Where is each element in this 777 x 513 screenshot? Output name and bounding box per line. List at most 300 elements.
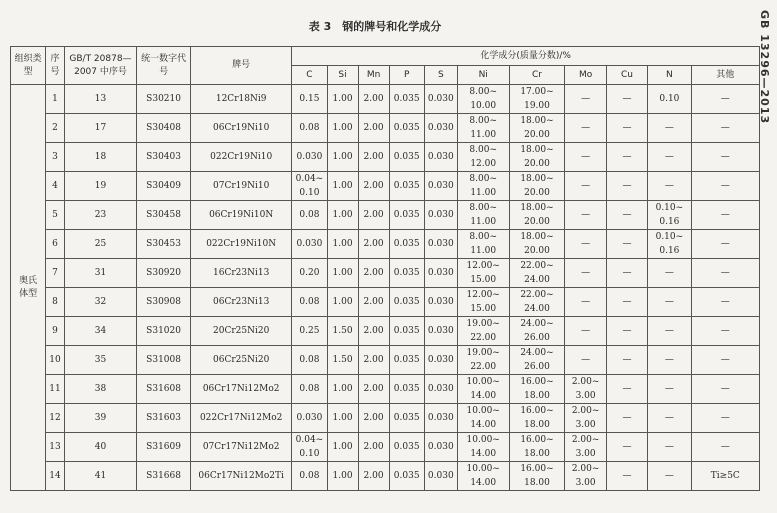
range-part: 17.00~ [520,87,554,97]
element-cell-mo: — [565,346,606,375]
header-chem: 化学成分(质量分数)/% [292,47,760,66]
gbt-seq-cell: 19 [64,172,136,201]
range-part: 0.10~ [655,203,684,213]
element-cell-cu: — [606,259,647,288]
element-cell-cr [509,143,565,172]
element-cell-n: — [648,346,691,375]
element-cell-si: 1.00 [327,143,358,172]
range-part: 20.00 [524,188,550,198]
element-cell-mo [565,375,606,404]
range-part: 10.00~ [466,464,500,474]
element-cell-ni [457,375,509,404]
range-part: 0.10 [299,188,320,198]
element-cell-p: 0.035 [389,375,424,404]
element-cell-p: 0.035 [389,114,424,143]
element-cell-p: 0.035 [389,433,424,462]
grade-cell: 06Cr17Ni12Mo2Ti [190,462,291,491]
seq-cell: 2 [46,114,65,143]
seq-cell: 14 [46,462,65,491]
range-part: 16.00~ [520,435,554,445]
element-cell-p: 0.035 [389,259,424,288]
grade-cell: 16Cr23Ni13 [190,259,291,288]
element-cell-ni [457,433,509,462]
gbt-seq-cell: 40 [64,433,136,462]
header-element: Mn [358,66,389,85]
table-row [11,230,760,259]
element-cell-mo [565,462,606,491]
range-part: 12.00~ [466,290,500,300]
element-cell-cr [509,114,565,143]
element-cell-ni [457,172,509,201]
element-cell-s: 0.030 [424,230,457,259]
unified-code-cell: S30403 [137,143,191,172]
seq-cell: 3 [46,143,65,172]
element-cell-p: 0.035 [389,172,424,201]
range-part: 11.00 [470,130,497,140]
gbt-seq-cell: 34 [64,317,136,346]
element-cell-ni [457,317,509,346]
range-part: 24.00 [524,275,550,285]
element-cell-mn: 2.00 [358,172,389,201]
range-part: 12.00 [470,159,497,169]
element-cell-other: — [691,143,759,172]
unified-code-cell: S30908 [137,288,191,317]
element-cell-cu: — [606,201,647,230]
element-cell-si: 1.00 [327,375,358,404]
range-part: 15.00 [470,304,497,314]
element-cell-cr [509,462,565,491]
gbt-seq-cell: 38 [64,375,136,404]
element-cell-n: — [648,375,691,404]
range-part: 8.00~ [469,145,497,155]
element-cell-si: 1.00 [327,114,358,143]
range-part: 14.00 [470,478,497,488]
element-cell-si: 1.00 [327,85,358,114]
element-cell-mn: 2.00 [358,143,389,172]
range-part: 18.00~ [520,116,554,126]
element-cell-mo: — [565,85,606,114]
element-cell-other: — [691,114,759,143]
gbt-seq-cell: 31 [64,259,136,288]
element-cell-cr [509,288,565,317]
header-seq: 序号 [46,47,65,85]
element-cell-si: 1.00 [327,172,358,201]
unified-code-cell: S30409 [137,172,191,201]
range-part: 19.00 [524,101,550,111]
element-cell-other: — [691,317,759,346]
element-cell-cr [509,404,565,433]
range-part: 18.00~ [520,203,554,213]
range-part: 22.00~ [520,290,554,300]
header-element: Ni [457,66,509,85]
range-part: 24.00~ [520,348,554,358]
header-element: Cu [606,66,647,85]
element-cell-s: 0.030 [424,259,457,288]
element-cell-other: — [691,346,759,375]
element-cell-si: 1.00 [327,404,358,433]
seq-cell: 12 [46,404,65,433]
element-cell-mn: 2.00 [358,288,389,317]
range-part: 3.00 [575,478,596,488]
element-cell-si: 1.00 [327,288,358,317]
element-cell-c: 0.08 [292,346,327,375]
range-part: 14.00 [470,449,497,459]
table-row [11,172,760,201]
element-cell-mn: 2.00 [358,201,389,230]
element-cell-p: 0.035 [389,317,424,346]
element-cell-cu: — [606,462,647,491]
element-cell-mo: — [565,317,606,346]
seq-cell: 11 [46,375,65,404]
gbt-seq-cell: 13 [64,85,136,114]
grade-cell: 06Cr17Ni12Mo2 [190,375,291,404]
grade-cell: 022Cr19Ni10 [190,143,291,172]
header-element: Si [327,66,358,85]
element-cell-cu: — [606,317,647,346]
element-cell-p: 0.035 [389,404,424,433]
element-cell-mn: 2.00 [358,85,389,114]
element-cell-p: 0.035 [389,143,424,172]
range-part: 19.00~ [466,348,500,358]
element-cell-mo: — [565,230,606,259]
range-part: 18.00 [524,478,550,488]
element-cell-cu: — [606,85,647,114]
header-element: 其他 [691,66,759,85]
table-row [11,462,760,491]
unified-code-cell: S31008 [137,346,191,375]
header-gbt-seq: GB/T 20878—2007 中序号 [64,47,136,85]
element-cell-mn: 2.00 [358,404,389,433]
element-cell-cr [509,433,565,462]
element-cell-cr [509,317,565,346]
seq-cell: 10 [46,346,65,375]
range-part: 16.00~ [520,377,554,387]
element-cell-n: — [648,288,691,317]
range-part: 20.00 [524,217,550,227]
unified-code-cell: S30458 [137,201,191,230]
table-row [11,288,760,317]
range-part: 16.00~ [520,464,554,474]
unified-code-cell: S31609 [137,433,191,462]
element-cell-n: — [648,143,691,172]
range-part: 19.00~ [466,319,500,329]
seq-cell: 8 [46,288,65,317]
seq-cell: 6 [46,230,65,259]
element-cell-mo: — [565,288,606,317]
element-cell-n: — [648,404,691,433]
range-part: 11.00 [470,188,497,198]
element-cell-c [292,433,327,462]
range-part: 22.00 [470,362,497,372]
element-cell-mn: 2.00 [358,114,389,143]
element-cell-s: 0.030 [424,346,457,375]
seq-cell: 9 [46,317,65,346]
element-cell-cu: — [606,375,647,404]
unified-code-cell: S30453 [137,230,191,259]
header-element: Cr [509,66,565,85]
element-cell-cu: — [606,433,647,462]
range-part: 0.10 [299,449,320,459]
element-cell-si: 1.50 [327,317,358,346]
element-cell-s: 0.030 [424,114,457,143]
range-part: 10.00 [470,101,497,111]
grade-cell: 022Cr17Ni12Mo2 [190,404,291,433]
header-grade: 牌号 [190,47,291,85]
element-cell-ni [457,404,509,433]
range-part: 10.00~ [466,406,500,416]
grade-cell: 20Cr25Ni20 [190,317,291,346]
range-part: 18.00 [524,449,550,459]
element-cell-cr [509,259,565,288]
standard-code: GB 13296—2013 [758,10,771,125]
composition-table [10,46,760,491]
element-cell-n [648,230,691,259]
element-cell-p: 0.035 [389,288,424,317]
element-cell-other: — [691,288,759,317]
element-cell-c: 0.08 [292,462,327,491]
range-part: 24.00 [524,304,550,314]
header-element: Mo [565,66,606,85]
element-cell-s: 0.030 [424,85,457,114]
table-row [11,404,760,433]
element-cell-c: 0.08 [292,114,327,143]
element-cell-n: — [648,433,691,462]
table-row [11,375,760,404]
element-cell-mn: 2.00 [358,375,389,404]
gbt-seq-cell: 32 [64,288,136,317]
range-part: 8.00~ [469,87,497,97]
header-unified-code: 统一数字代号 [137,47,191,85]
table-row [11,143,760,172]
element-cell-ni [457,346,509,375]
range-part: 0.04~ [295,435,324,445]
range-part: 2.00~ [571,406,600,416]
element-cell-si: 1.50 [327,346,358,375]
element-cell-s: 0.030 [424,288,457,317]
range-part: 2.00~ [571,377,600,387]
element-cell-si: 1.00 [327,462,358,491]
range-part: 0.04~ [295,174,324,184]
gbt-seq-cell: 35 [64,346,136,375]
range-part: 18.00~ [520,232,554,242]
range-part: 8.00~ [469,203,497,213]
range-part: 14.00 [470,420,497,430]
range-part: 20.00 [524,130,550,140]
range-part: 8.00~ [469,116,497,126]
element-cell-ni [457,201,509,230]
element-cell-other: — [691,433,759,462]
table-row [11,85,760,114]
element-cell-n: — [648,259,691,288]
element-cell-c: 0.25 [292,317,327,346]
range-part: 3.00 [575,391,596,401]
element-cell-ni [457,114,509,143]
element-cell-s: 0.030 [424,404,457,433]
unified-code-cell: S30408 [137,114,191,143]
range-part: 0.10~ [655,232,684,242]
unified-code-cell: S30920 [137,259,191,288]
table-title: 表 3 钢的牌号和化学成分 [308,20,442,33]
table-row [11,317,760,346]
element-cell-ni [457,143,509,172]
element-cell-mn: 2.00 [358,346,389,375]
element-cell-s: 0.030 [424,433,457,462]
range-part: 0.16 [659,217,680,227]
seq-cell: 13 [46,433,65,462]
element-cell-c: 0.08 [292,375,327,404]
element-cell-other: — [691,201,759,230]
range-part: 18.00~ [520,174,554,184]
element-cell-n: 0.10 [648,85,691,114]
element-cell-ni [457,230,509,259]
element-cell-cr [509,375,565,404]
element-cell-cr [509,346,565,375]
gbt-seq-cell: 23 [64,201,136,230]
element-cell-other: — [691,172,759,201]
element-cell-cu: — [606,143,647,172]
element-cell-other: — [691,404,759,433]
range-part: 22.00~ [520,261,554,271]
element-cell-ni [457,288,509,317]
element-cell-c: 0.20 [292,259,327,288]
element-cell-s: 0.030 [424,143,457,172]
range-part: 3.00 [575,420,596,430]
grade-cell: 07Cr19Ni10 [190,172,291,201]
element-cell-si: 1.00 [327,433,358,462]
element-cell-c: 0.15 [292,85,327,114]
element-cell-mn: 2.00 [358,462,389,491]
element-cell-mn: 2.00 [358,230,389,259]
element-cell-p: 0.035 [389,85,424,114]
element-cell-n: — [648,172,691,201]
element-cell-mn: 2.00 [358,317,389,346]
element-cell-p: 0.035 [389,201,424,230]
range-part: 10.00~ [466,435,500,445]
element-cell-c: 0.08 [292,201,327,230]
org-type-cell: 奥氏体型 [11,85,46,491]
element-cell-other: — [691,375,759,404]
range-part: 3.00 [575,449,596,459]
element-cell-cr [509,172,565,201]
range-part: 10.00~ [466,377,500,387]
seq-cell: 4 [46,172,65,201]
element-cell-cu: — [606,114,647,143]
element-cell-p: 0.035 [389,462,424,491]
element-cell-n: — [648,462,691,491]
range-part: 24.00~ [520,319,554,329]
element-cell-cr [509,85,565,114]
element-cell-cu: — [606,172,647,201]
element-cell-mo [565,404,606,433]
unified-code-cell: S30210 [137,85,191,114]
element-cell-c: 0.030 [292,404,327,433]
element-cell-s: 0.030 [424,317,457,346]
element-cell-c: 0.08 [292,288,327,317]
range-part: 16.00~ [520,406,554,416]
header-org-type: 组织类型 [11,47,46,85]
range-part: 2.00~ [571,464,600,474]
grade-cell: 06Cr19Ni10N [190,201,291,230]
grade-cell: 022Cr19Ni10N [190,230,291,259]
unified-code-cell: S31020 [137,317,191,346]
element-cell-mn: 2.00 [358,433,389,462]
gbt-seq-cell: 25 [64,230,136,259]
unified-code-cell: S31603 [137,404,191,433]
range-part: 2.00~ [571,435,600,445]
element-cell-cr [509,201,565,230]
grade-cell: 06Cr25Ni20 [190,346,291,375]
element-cell-cu: — [606,288,647,317]
element-cell-n [648,201,691,230]
range-part: 18.00 [524,420,550,430]
element-cell-mo: — [565,143,606,172]
seq-cell: 7 [46,259,65,288]
element-cell-ni [457,259,509,288]
element-cell-cu: — [606,404,647,433]
element-cell-n: — [648,114,691,143]
seq-cell: 1 [46,85,65,114]
element-cell-si: 1.00 [327,201,358,230]
element-cell-ni [457,85,509,114]
element-cell-cu: — [606,230,647,259]
element-cell-si: 1.00 [327,230,358,259]
element-cell-other: — [691,85,759,114]
element-cell-s: 0.030 [424,201,457,230]
element-cell-ni [457,462,509,491]
element-cell-other: — [691,259,759,288]
range-part: 22.00 [470,333,497,343]
range-part: 8.00~ [469,174,497,184]
element-cell-other: Ti≥5C [691,462,759,491]
element-cell-c: 0.030 [292,143,327,172]
element-cell-c [292,172,327,201]
grade-cell: 06Cr23Ni13 [190,288,291,317]
range-part: 12.00~ [466,261,500,271]
element-cell-mo: — [565,201,606,230]
range-part: 8.00~ [469,232,497,242]
range-part: 26.00 [524,333,550,343]
range-part: 18.00 [524,391,550,401]
unified-code-cell: S31668 [137,462,191,491]
element-cell-si: 1.00 [327,259,358,288]
header-row-1 [11,47,760,66]
range-part: 14.00 [470,391,497,401]
element-cell-mo: — [565,114,606,143]
range-part: 11.00 [470,217,497,227]
element-cell-s: 0.030 [424,172,457,201]
gbt-seq-cell: 17 [64,114,136,143]
element-cell-other: — [691,230,759,259]
header-element: P [389,66,424,85]
range-part: 26.00 [524,362,550,372]
range-part: 15.00 [470,275,497,285]
grade-cell: 12Cr18Ni9 [190,85,291,114]
element-cell-s: 0.030 [424,375,457,404]
table-row [11,346,760,375]
gbt-seq-cell: 39 [64,404,136,433]
element-cell-p: 0.035 [389,346,424,375]
unified-code-cell: S31608 [137,375,191,404]
element-cell-cr [509,230,565,259]
header-element: N [648,66,691,85]
gbt-seq-cell: 18 [64,143,136,172]
grade-cell: 07Cr17Ni12Mo2 [190,433,291,462]
gbt-seq-cell: 41 [64,462,136,491]
header-element: C [292,66,327,85]
element-cell-p: 0.035 [389,230,424,259]
element-cell-cu: — [606,346,647,375]
range-part: 11.00 [470,246,497,256]
